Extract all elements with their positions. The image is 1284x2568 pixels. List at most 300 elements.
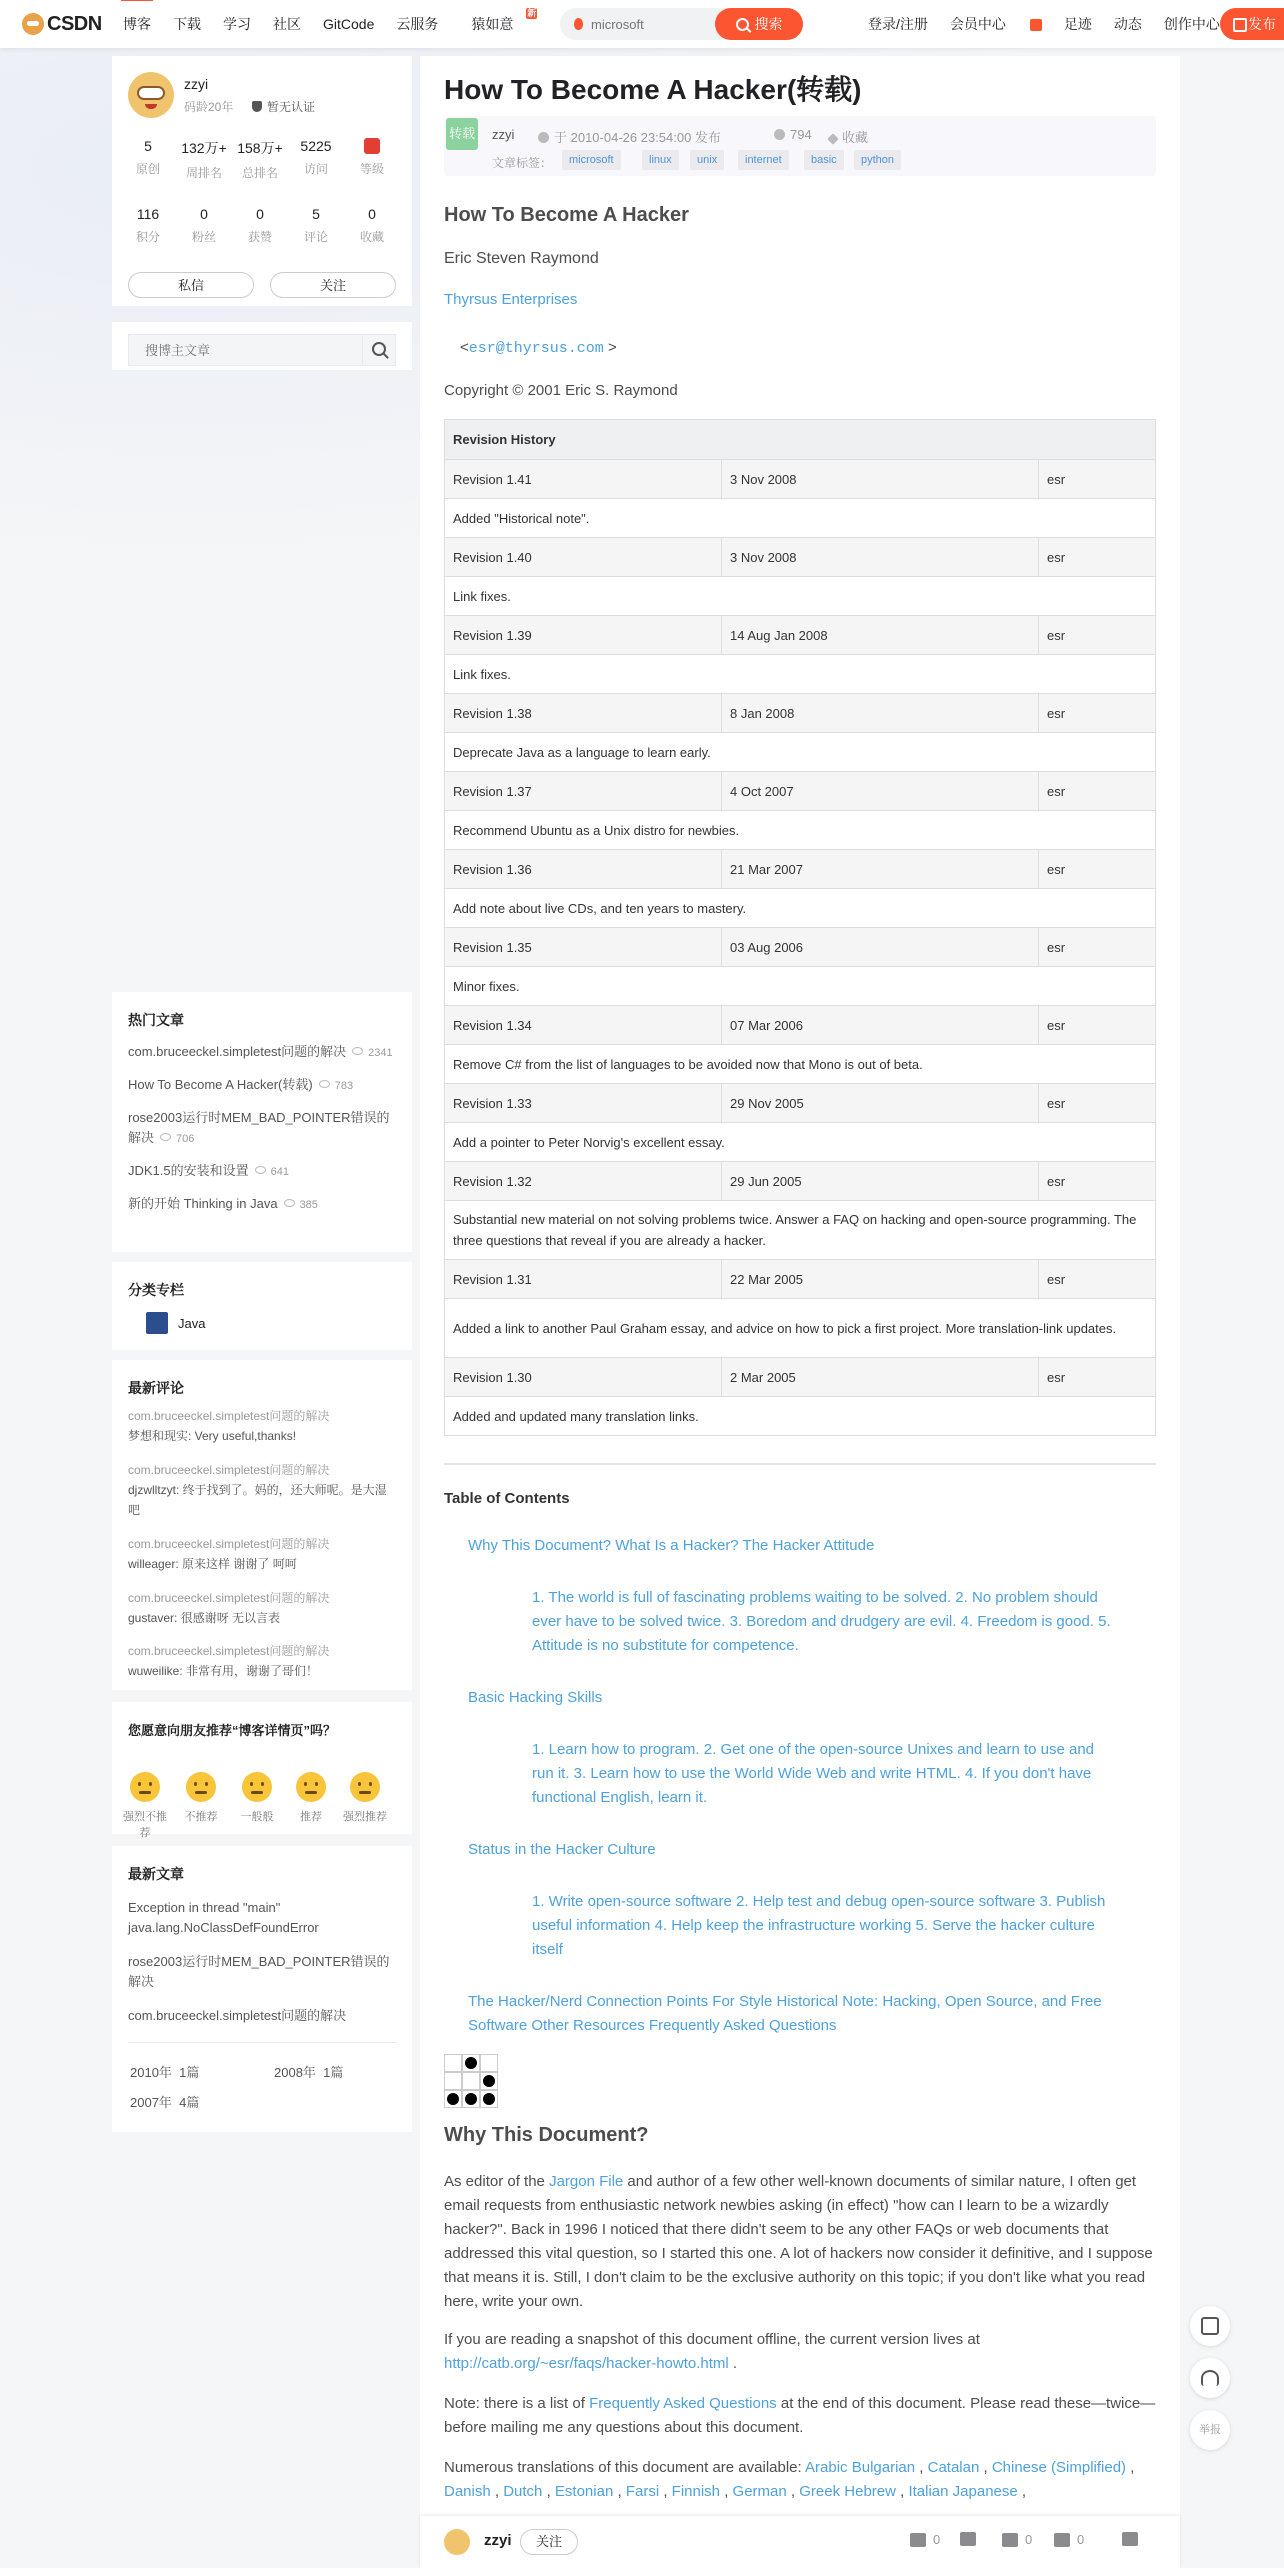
comment-text: willeager: 原来这样 谢谢了 呵呵 — [128, 1557, 297, 1571]
article-container — [420, 56, 1180, 2568]
top-navbar — [0, 0, 1284, 48]
revision-author: esr — [1039, 1358, 1156, 1397]
follow-button[interactable]: 关注 — [270, 272, 396, 298]
author-name[interactable]: zzyi — [184, 76, 209, 92]
stat-label: 周排名 — [185, 166, 222, 180]
section-divider — [444, 1463, 1156, 1465]
edit-icon — [1201, 2317, 1219, 2335]
blog-search-card — [112, 322, 412, 370]
publish-time — [538, 127, 721, 146]
archive-count: 1篇 — [323, 2065, 344, 2080]
categories-card — [112, 1262, 412, 1350]
latest-articles-card — [112, 1846, 412, 2132]
headset-icon — [1201, 2370, 1219, 2386]
logo-mascot-icon — [22, 13, 44, 35]
comment-button[interactable] — [1054, 2532, 1084, 2547]
tag-python[interactable]: python — [854, 150, 901, 170]
categories-title: 分类专栏 — [128, 1282, 184, 1298]
star-icon — [1002, 2533, 1018, 2547]
tags-label: 文章标签： — [492, 156, 553, 170]
hot-article-title: JDK1.5的安装和设置 — [128, 1163, 249, 1178]
feedback-label: 推荐 — [300, 1811, 322, 1823]
revision-date: 3 Nov 2008 — [722, 538, 1039, 577]
stat-value: 0 — [200, 206, 208, 222]
revision-note-row — [445, 1299, 1156, 1358]
archive-year: 2007年 — [130, 2095, 172, 2110]
latest-comments-title: 最新评论 — [128, 1380, 184, 1396]
revision-history-table — [444, 419, 1156, 1436]
nav-gitcode[interactable]: GitCode — [323, 16, 375, 32]
comment-icon — [1054, 2533, 1070, 2547]
comment-article[interactable]: com.bruceeckel.simpletest问题的解决 — [128, 1591, 330, 1605]
comment-article[interactable]: com.bruceeckel.simpletest问题的解决 — [128, 1463, 330, 1477]
translation-link[interactable]: Farsi — [625, 2483, 660, 2500]
comment-article[interactable]: com.bruceeckel.simpletest问题的解决 — [128, 1537, 330, 1551]
hot-articles-title: 热门文章 — [128, 1012, 184, 1028]
nav-blog[interactable]: 博客 — [123, 16, 151, 32]
write-button[interactable] — [1190, 2306, 1230, 2346]
comment-item[interactable] — [128, 1588, 398, 1628]
clock-icon — [538, 132, 549, 143]
angry-face-icon — [130, 1772, 160, 1802]
message-button[interactable]: 私信 — [128, 272, 254, 298]
feedback-option[interactable] — [232, 1772, 282, 1824]
glider-cell — [444, 2054, 462, 2072]
customer-service-button[interactable] — [1190, 2358, 1230, 2398]
certification-label: 暂无认证 — [267, 100, 316, 114]
comment-article[interactable]: com.bruceeckel.simpletest问题的解决 — [128, 1644, 330, 1658]
revision-row — [445, 1260, 1156, 1299]
stat-points[interactable] — [120, 206, 176, 245]
revision-note-row — [445, 577, 1156, 616]
tag-microsoft[interactable]: microsoft — [562, 150, 621, 170]
main-nav — [112, 0, 535, 48]
revision-date: 03 Aug 2006 — [722, 928, 1039, 967]
search-button[interactable] — [715, 8, 803, 40]
feedback-label: 强烈不推荐 — [123, 1811, 167, 1839]
coding-age: 码龄20年 — [184, 100, 234, 114]
view-count: 641 — [255, 1166, 289, 1178]
comment-text: gustaver: 很感谢呀 无以言表 — [128, 1611, 281, 1625]
revision-note-row — [445, 1397, 1156, 1436]
text-span: Numerous translations of this document are available: — [444, 2459, 806, 2476]
revision-author: esr — [1039, 1162, 1156, 1201]
glider-cell — [480, 2054, 498, 2072]
hot-articles-list — [128, 1042, 398, 1227]
text-span: Note: there is a list of — [444, 2395, 590, 2412]
revision-number: Revision 1.41 — [445, 460, 722, 499]
revision-author: esr — [1039, 538, 1156, 577]
search-icon — [736, 18, 749, 31]
stat-value: 0 — [368, 206, 376, 222]
email-link[interactable]: esr@thyrsus.com — [468, 340, 604, 357]
revision-row — [445, 538, 1156, 577]
toc-item[interactable]: The Hacker/Nerd Connection Points For Style Historical Note: Hacking, Open Source, and Free Software Other Resources Frequently Asked Questions — [468, 1993, 1102, 2034]
article-author[interactable]: zzyi — [492, 127, 515, 142]
publish-button[interactable]: 发布 — [1220, 8, 1284, 40]
category-label: Java — [178, 1315, 206, 1331]
stat-total-rank[interactable] — [232, 138, 288, 181]
revision-note: Add note about live CDs, and ten years to mastery. — [445, 889, 1156, 928]
text-span: . — [728, 2355, 738, 2372]
glider-cell — [462, 2072, 480, 2090]
revision-number: Revision 1.32 — [445, 1162, 722, 1201]
toolbar-author-name[interactable]: zzyi — [484, 2532, 512, 2549]
stat-likes[interactable] — [232, 206, 288, 245]
stat-value: 116 — [136, 206, 160, 222]
why-heading: Why This Document? — [444, 2124, 649, 2146]
thumb-up-icon — [910, 2533, 926, 2547]
text-span: If you are reading a snapshot of this document offline, the current version lives at — [444, 2331, 980, 2348]
translation-link[interactable]: Dutch — [503, 2483, 543, 2500]
hot-article-title: rose2003运行时MEM_BAD_POINTER错误的解决 — [128, 1110, 390, 1145]
revision-note-row — [445, 889, 1156, 928]
revision-author: esr — [1039, 460, 1156, 499]
current-version-link[interactable]: http://catb.org/~esr/faqs/hacker-howto.html — [444, 2355, 729, 2372]
paragraph: Numerous translations of this document are available: Arabic Bulgarian , Catalan , Chinese (Simplified) , Danish , Dutch , Estonian , Farsi , Finnish , German , Greek Hebrew , Italian Japanese , — [444, 2459, 1135, 2500]
revision-note: Remove C# from the list of languages to be avoided now that Mono is out of beta. — [445, 1045, 1156, 1084]
feedback-label: 一般般 — [240, 1811, 274, 1823]
dislike-button[interactable] — [960, 2532, 983, 2546]
paragraph — [444, 2170, 1156, 2314]
nav-download[interactable]: 下载 — [173, 16, 201, 32]
glider-cell — [444, 2090, 462, 2108]
doc-heading: How To Become A Hacker — [444, 204, 689, 226]
collect-count: 0 — [1025, 2532, 1033, 2547]
nav-cloud[interactable]: 云服务 — [396, 16, 439, 32]
stat-original[interactable] — [120, 138, 176, 177]
revision-note: Deprecate Java as a language to learn early. — [445, 733, 1156, 772]
toc-item[interactable]: Basic Hacking Skills — [468, 1689, 603, 1706]
favorite-link[interactable] — [829, 127, 868, 146]
gift-icon — [1030, 19, 1042, 31]
revision-row — [445, 850, 1156, 889]
avatar[interactable] — [128, 72, 174, 118]
glider-cell — [462, 2054, 480, 2072]
revision-note: Added and updated many translation links. — [445, 1397, 1156, 1436]
latest-article-item[interactable]: com.bruceeckel.simpletest问题的解决 — [128, 2008, 347, 2023]
search-button-label: 搜索 — [754, 16, 783, 32]
comment-count: 0 — [1077, 2532, 1085, 2547]
revision-row — [445, 928, 1156, 967]
feedback-label: 不推荐 — [184, 1811, 218, 1823]
feedback-option[interactable] — [176, 1772, 226, 1824]
revision-note-row — [445, 967, 1156, 1006]
revision-date: 14 Aug Jan 2008 — [722, 616, 1039, 655]
toc-item[interactable]: 1. Learn how to program. 2. Get one of the open-source Unixes and learn to use and run it. 3. Learn how to use the World Wide Web and write HTML. 4. If you don't have functional English, learn it. — [532, 1741, 1095, 1806]
revision-note: Added a link to another Paul Graham essay, and advice on how to pick a first project. More translation-link updates. — [445, 1299, 1156, 1358]
divider — [128, 2042, 396, 2043]
view-count-label: 794 — [790, 127, 812, 142]
stat-label: 收藏 — [359, 230, 384, 244]
revision-author: esr — [1039, 1006, 1156, 1045]
toc-title: Table of Contents — [444, 1490, 570, 1507]
toc-item[interactable]: Status in the Hacker Culture — [468, 1841, 656, 1858]
jargon-file-link[interactable]: Jargon File — [549, 2173, 624, 2190]
nav-learn[interactable]: 学习 — [223, 16, 251, 32]
revision-note: Add a pointer to Peter Norvig's excellent essay. — [445, 1123, 1156, 1162]
laugh-face-icon — [350, 1772, 380, 1802]
doc-email — [460, 339, 617, 357]
revision-date: 21 Mar 2007 — [722, 850, 1039, 889]
comment-text: djzwlltzyt: 终于找到了。妈的，还大师呢。是大湿吧 — [128, 1483, 387, 1517]
translation-link[interactable]: Greek Hebrew — [799, 2483, 896, 2500]
star-icon — [827, 133, 838, 144]
paragraph — [444, 2328, 1156, 2376]
revision-date: 4 Oct 2007 — [722, 772, 1039, 811]
article-toolbar — [420, 2516, 1180, 2568]
revision-note-row — [445, 1201, 1156, 1260]
stat-value: 0 — [256, 206, 264, 222]
revision-row — [445, 1358, 1156, 1397]
revision-number: Revision 1.30 — [445, 1358, 722, 1397]
stat-label: 粉丝 — [191, 230, 216, 244]
revision-note-row — [445, 1045, 1156, 1084]
share-button[interactable] — [1122, 2532, 1145, 2546]
stat-value: 158万+ — [237, 140, 283, 156]
revision-row — [445, 1006, 1156, 1045]
flame-icon — [574, 18, 583, 30]
revision-note-row — [445, 655, 1156, 694]
eye-icon — [774, 129, 785, 140]
revision-date: 8 Jan 2008 — [722, 694, 1039, 733]
feedback-title: 您愿意向朋友推荐“博客详情页”吗？ — [128, 1723, 337, 1738]
certification-status — [252, 98, 315, 115]
translation-link[interactable]: Danish — [444, 2483, 491, 2500]
email-open: < — [460, 339, 469, 356]
doc-organization[interactable]: Thyrsus Enterprises — [444, 291, 578, 308]
toc-item[interactable]: 1. Write open-source software 2. Help test and debug open-source software 3. Publish useful information 4. Help keep the infrastructure working 5. Serve the hacker culture itself — [532, 1893, 1106, 1958]
revision-row — [445, 694, 1156, 733]
latest-articles-title: 最新文章 — [128, 1866, 184, 1882]
revision-date: 3 Nov 2008 — [722, 460, 1039, 499]
revision-date: 29 Nov 2005 — [722, 1084, 1039, 1123]
feedback-option[interactable] — [286, 1772, 336, 1824]
level-icon — [364, 138, 380, 154]
revision-row — [445, 1162, 1156, 1201]
hot-articles-card — [112, 992, 412, 1252]
archive-2008[interactable] — [274, 2062, 343, 2081]
revision-note: Minor fixes. — [445, 967, 1156, 1006]
translation-link[interactable]: Italian Japanese — [908, 2483, 1018, 2500]
category-item-java[interactable] — [128, 1312, 205, 1334]
revision-note-row — [445, 499, 1156, 538]
revision-number: Revision 1.40 — [445, 538, 722, 577]
revision-author: esr — [1039, 616, 1156, 655]
revision-note: Link fixes. — [445, 655, 1156, 694]
like-button[interactable] — [910, 2532, 940, 2547]
hot-article-title: 新的开始 Thinking in Java — [128, 1196, 278, 1211]
stat-label: 等级 — [359, 162, 384, 176]
stat-value: 5 — [312, 206, 320, 222]
article-meta — [444, 116, 1156, 176]
revision-number: Revision 1.36 — [445, 850, 722, 889]
article-title: How To Become A Hacker(转载) — [444, 74, 862, 105]
hot-article-item[interactable] — [128, 1042, 398, 1063]
stat-label: 积分 — [135, 230, 160, 244]
global-search-input[interactable] — [589, 16, 723, 33]
translation-link[interactable]: Chinese (Simplified) — [991, 2459, 1127, 2476]
hot-article-item[interactable] — [128, 1108, 398, 1149]
glider-cell — [480, 2072, 498, 2090]
comment-article[interactable]: com.bruceeckel.simpletest问题的解决 — [128, 1409, 330, 1423]
csdn-logo[interactable]: CSDN — [22, 12, 102, 36]
comment-item[interactable] — [128, 1460, 398, 1520]
revision-row — [445, 1084, 1156, 1123]
footprint-link[interactable]: 足迹 — [1063, 16, 1092, 32]
view-count — [774, 127, 812, 142]
stat-value: 132万+ — [181, 140, 227, 156]
view-count: 385 — [284, 1199, 318, 1211]
text-span: and author of a few other well-known documents of similar nature, I often get email requests from enthusiastic network newbies asking (in effect) "how can I learn to be a wizardly hacker?". Back in 1996 I noticed that there didn't seem to be any other FAQs or web documents that addressed this vital question, so I started this one. A lot of hackers now consider it definitive, and I suppose that means it is. Still, I don't claim to be the exclusive authority on this topic; if you don't like what you read here, write your own. — [444, 2173, 1153, 2310]
hot-article-title: How To Become A Hacker(转载) — [128, 1077, 313, 1092]
paragraph — [444, 2392, 1156, 2440]
translation-link[interactable]: Estonian — [554, 2483, 614, 2500]
doc-copyright: Copyright © 2001 Eric S. Raymond — [444, 382, 678, 399]
stat-comments[interactable] — [288, 206, 344, 245]
publish-time-label: 于 2010-04-26 23:54:00 发布 — [554, 130, 721, 145]
comment-text: 梦想和现实: Very useful,thanks! — [128, 1429, 297, 1443]
nav-yuanruyi[interactable] — [460, 8, 537, 34]
vip-center-label: 会员中心 — [949, 16, 1006, 32]
tag-linux[interactable]: linux — [642, 150, 679, 170]
new-badge: 新 — [527, 8, 537, 18]
tag-unix[interactable]: unix — [690, 150, 724, 170]
revision-number: Revision 1.38 — [445, 694, 722, 733]
hot-article-item[interactable] — [128, 1194, 398, 1215]
comment-text: wuweilike: 非常有用，谢谢了哥们！ — [128, 1664, 319, 1678]
revision-note: Substantial new material on not solving problems twice. Answer a FAQ on hacking and open-source programming. The three questions that reveal if you are already a hacker. — [445, 1201, 1156, 1260]
revision-row — [445, 772, 1156, 811]
nav-yuanruyi-label: 猿如意 — [471, 16, 514, 32]
stat-favorites[interactable] — [344, 206, 400, 245]
text-span: at the end of this document. Please read these—twice—before mailing me any questions about this document. — [444, 2395, 1156, 2436]
archive-year: 2008年 — [274, 2065, 316, 2080]
sad-face-icon — [186, 1772, 216, 1802]
stat-visits[interactable] — [288, 138, 344, 177]
stat-label: 获赞 — [247, 230, 272, 244]
view-count: 2341 — [352, 1047, 392, 1059]
translation-link[interactable]: Finnish — [671, 2483, 721, 2500]
revision-author: esr — [1039, 1084, 1156, 1123]
comment-item[interactable] — [128, 1406, 398, 1446]
revision-history-header: Revision History — [445, 420, 1156, 460]
comment-item[interactable] — [128, 1641, 398, 1681]
revision-date: 07 Mar 2006 — [722, 1006, 1039, 1045]
author-profile-card — [112, 56, 412, 306]
stat-fans[interactable] — [176, 206, 232, 245]
stat-label: 总排名 — [241, 166, 278, 180]
revision-number: Revision 1.33 — [445, 1084, 722, 1123]
avatar[interactable] — [444, 2529, 470, 2555]
translation-link[interactable]: Catalan — [927, 2459, 980, 2476]
creator-center-label: 创作中心 — [1163, 16, 1220, 32]
revision-note: Added "Historical note". — [445, 499, 1156, 538]
glider-cell — [480, 2090, 498, 2108]
tag-basic[interactable]: basic — [804, 150, 844, 170]
favorite-label: 收藏 — [842, 130, 869, 145]
tag-internet[interactable]: internet — [738, 150, 789, 170]
glider-cell — [444, 2072, 462, 2090]
recommend-feedback-card — [112, 1702, 412, 1839]
nav-community[interactable]: 社区 — [273, 16, 301, 32]
revision-number: Revision 1.35 — [445, 928, 722, 967]
stat-week-rank[interactable] — [176, 138, 232, 181]
user-nav — [868, 0, 1278, 48]
revision-author: esr — [1039, 928, 1156, 967]
glider-cell — [462, 2090, 480, 2108]
vip-center-link[interactable] — [950, 14, 1042, 34]
archive-year: 2010年 — [130, 2065, 172, 2080]
comment-item[interactable] — [128, 1534, 398, 1574]
stat-label: 访问 — [303, 162, 328, 176]
revision-number: Revision 1.31 — [445, 1260, 722, 1299]
feedback-label: 强烈推荐 — [343, 1811, 387, 1823]
feedback-option[interactable] — [120, 1772, 170, 1840]
revision-number: Revision 1.37 — [445, 772, 722, 811]
neutral-face-icon — [242, 1772, 272, 1802]
revision-author: esr — [1039, 772, 1156, 811]
view-count: 783 — [319, 1080, 353, 1092]
blog-search-input[interactable] — [143, 342, 347, 359]
archive-2007[interactable] — [130, 2092, 199, 2111]
revision-note: Link fixes. — [445, 577, 1156, 616]
faq-link[interactable]: Frequently Asked Questions — [589, 2395, 777, 2412]
revision-row — [445, 460, 1156, 499]
archive-count: 1篇 — [179, 2065, 200, 2080]
revision-number: Revision 1.39 — [445, 616, 722, 655]
revision-author: esr — [1039, 850, 1156, 889]
toolbar-follow-button[interactable]: 关注 — [520, 2529, 578, 2555]
stat-label: 原创 — [135, 162, 160, 176]
latest-comments-card — [112, 1360, 412, 1690]
share-icon — [1122, 2532, 1138, 2546]
collect-button[interactable] — [1002, 2532, 1032, 2547]
revision-note-row — [445, 733, 1156, 772]
text-span: As editor of the — [444, 2173, 550, 2190]
thumb-down-icon — [960, 2532, 976, 2546]
revision-date: 22 Mar 2005 — [722, 1260, 1039, 1299]
translation-link[interactable]: Arabic Bulgarian — [805, 2459, 916, 2476]
revision-date: 29 Jun 2005 — [722, 1162, 1039, 1201]
doc-author: Eric Steven Raymond — [444, 250, 599, 267]
latest-article-item[interactable]: Exception in thread "main" java.lang.NoClassDefFoundError — [128, 1900, 319, 1935]
activity-link[interactable]: 动态 — [1113, 16, 1142, 32]
hot-article-item[interactable] — [128, 1161, 398, 1182]
latest-article-item[interactable]: rose2003运行时MEM_BAD_POINTER错误的解决 — [128, 1954, 390, 1989]
hot-article-item[interactable] — [128, 1075, 398, 1096]
shield-icon — [252, 101, 262, 112]
login-link[interactable]: 登录/注册 — [868, 16, 928, 32]
revision-author: esr — [1039, 694, 1156, 733]
search-icon[interactable] — [362, 335, 395, 365]
revision-note: Recommend Ubuntu as a Unix distro for newbies. — [445, 811, 1156, 850]
toc-item[interactable]: 1. The world is full of fascinating problems waiting to be solved. 2. No problem should ever have to be solved twice. 3. Boredom and drudgery are evil. 4. Freedom is good. 5. Attitude is no substitute for competence. — [532, 1589, 1111, 1654]
revision-note-row — [445, 811, 1156, 850]
stat-label: 评论 — [303, 230, 328, 244]
view-count: 706 — [160, 1133, 194, 1145]
toc-item[interactable]: Why This Document? What Is a Hacker? The Hacker Attitude — [468, 1537, 875, 1554]
feedback-option[interactable] — [340, 1772, 390, 1824]
revision-note-row — [445, 1123, 1156, 1162]
archive-2010[interactable] — [130, 2062, 199, 2081]
translation-link[interactable]: German — [732, 2483, 787, 2500]
report-button[interactable]: 举报 — [1190, 2410, 1230, 2450]
stat-level[interactable] — [344, 138, 400, 177]
repost-badge: 转载 — [446, 118, 478, 150]
hacker-glider-emblem — [444, 2054, 498, 2108]
archive-count: 4篇 — [179, 2095, 200, 2110]
